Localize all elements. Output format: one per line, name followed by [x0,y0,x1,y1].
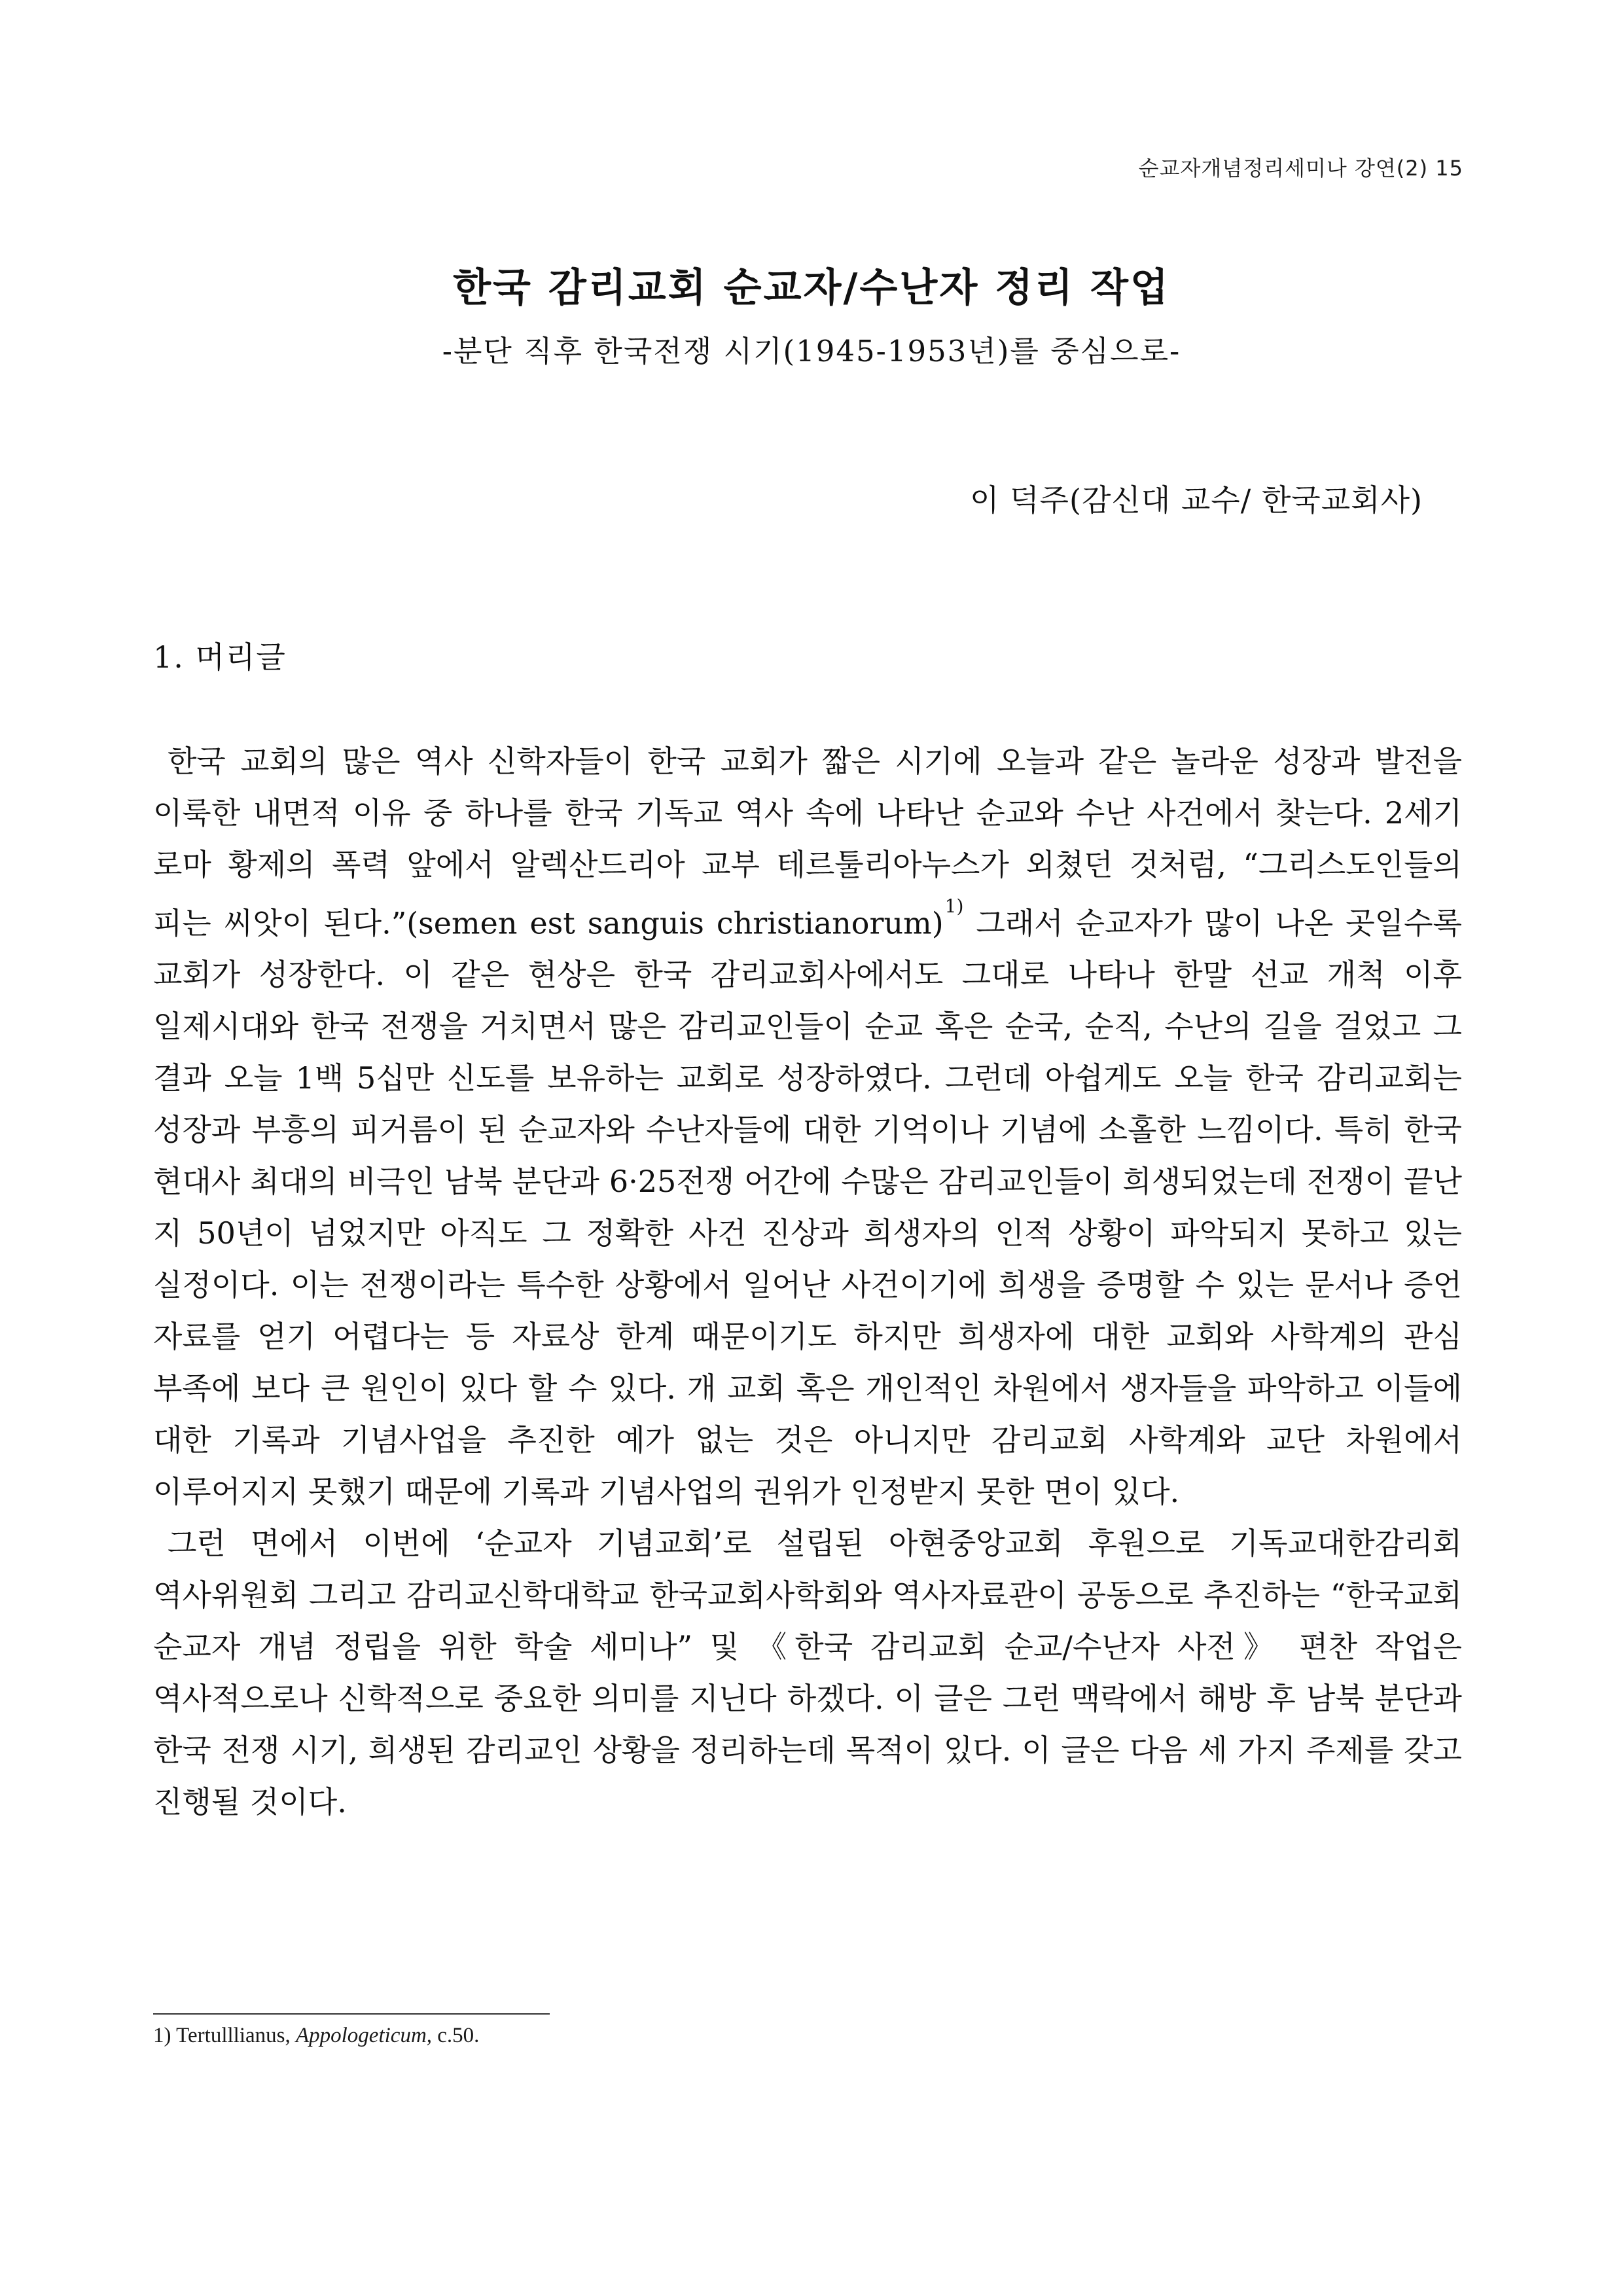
paragraph-1-before-ref: 한국 교회의 많은 역사 신학자들이 한국 교회가 짧은 시기에 오늘과 같은 놀라운 성장과 발전을 이룩한 내면적 이유 중 하나를 한국 기독교 역사 속에 나타난 순교와 수난 사건에서 찾는다. 2세기 로마 황제의 폭력 앞에서 알렉산드리아 교부 테르툴리아누스가 외쳤던 것처럼, “그리스도인들의 피는 씨앗이 된다.”(semen est sanguis christianorum) [153,744,1462,941]
footnote-reference: 1) [944,895,964,917]
article-subtitle: -분단 직후 한국전쟁 시기(1945-1953년)를 중심으로- [442,334,1181,368]
article-title: 한국 감리교회 순교자/수난자 정리 작업 [453,265,1170,311]
footnote-divider [153,2013,550,2015]
paragraph-2: 그런 면에서 이번에 ‘순교자 기념교회’로 설립된 아현중앙교회 후원으로 기독교대한감리회 역사위원회 그리고 감리교신학대학교 한국교회사학회와 역사자료관이 공동으로 추진하는 “한국교회 순교자 개념 정립을 위한 학술 세미나” 및 《한국 감리교회 순교/수난자 사전》 편찬 작업은 역사적으로나 신학적으로 중요한 의미를 지닌다 하겠다. 이 글은 그런 맥락에서 해방 후 남북 분단과 한국 전쟁 시기, 희생된 감리교인 상황을 정리하는데 목적이 있다. 이 글은 다음 세 가지 주제를 갖고 진행될 것이다. [153,1526,1462,1820]
footnote-author: Tertulllianus, [176,2024,291,2047]
running-header: 순교자개념정리세미나 강연(2) 15 [1138,156,1463,181]
body-text [153,736,1462,1828]
author-byline: 이 덕주(감신대 교수/ 한국교회사) [970,482,1423,518]
paragraph-1 [153,736,1462,1518]
section-heading: 1. 머리글 [153,639,287,675]
footnote [153,2024,479,2048]
footnote-work: Appologeticum, [295,2024,433,2047]
paragraph-1-after-ref: 그래서 순교자가 많이 나온 곳일수록 교회가 성장한다. 이 같은 현상은 한국 감리교회사에서도 그대로 나타나 한말 선교 개척 이후 일제시대와 한국 전쟁을 거치면서 많은 감리교인들이 순교 혹은 순국, 순직, 수난의 길을 걸었고 그 결과 오늘 1백 5십만 신도를 보유하는 교회로 성장하였다. 그런데 아쉽게도 오늘 한국 감리교회는 성장과 부흥의 피거름이 된 순교자와 수난자들에 대한 기억이나 기념에 소홀한 느낌이다. 특히 한국 현대사 최대의 비극인 남북 분단과 6·25전쟁 어간에 수많은 감리교인들이 희생되었는데 전쟁이 끝난 지 50년이 넘었지만 아직도 그 정확한 사건 진상과 희생자의 인적 상황이 파악되지 못하고 있는 실정이다. 이는 전쟁이라는 특수한 상황에서 일어난 사건이기에 희생을 증명할 수 있는 문서나 증언 자료를 얻기 어렵다는 등 자료상 한계 때문이기도 하지만 희생자에 대한 교회와 사학계의 관심 부족에 보다 큰 원인이 있다 할 수 있다. 개 교회 혹은 개인적인 차원에서 생자들을 파악하고 이들에 대한 기록과 기념사업을 추진한 예가 없는 것은 아니지만 감리교회 사학계와 교단 차원에서 이루어지지 못했기 때문에 기록과 기념사업의 권위가 인정받지 못한 면이 있다. [153,905,1462,1510]
footnote-locator: c.50. [437,2024,480,2047]
footnote-number: 1) [153,2024,171,2047]
